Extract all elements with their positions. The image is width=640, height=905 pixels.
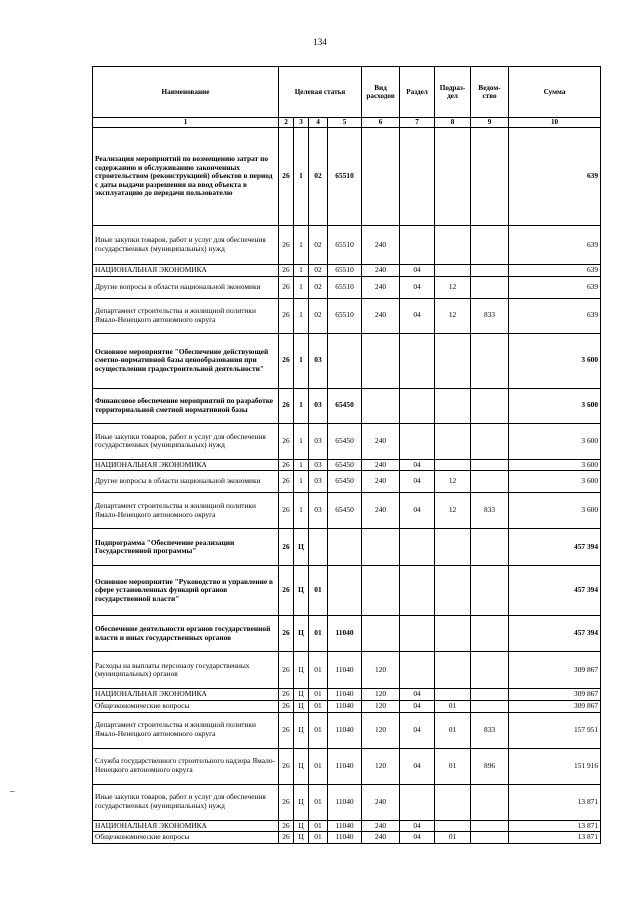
column-number-row bbox=[93, 118, 601, 128]
table-row bbox=[93, 748, 601, 784]
department-cell: 833 bbox=[471, 712, 509, 748]
target-code-program-cell: 26 bbox=[279, 820, 294, 832]
subsection-cell bbox=[435, 616, 471, 652]
target-code-direction-cell: 65510 bbox=[328, 298, 362, 333]
target-code-subprogram-cell: Ц bbox=[294, 689, 309, 701]
row-name-cell: Иные закупки товаров, работ и услуг для обеспечения государственных (муниципальных) нужд bbox=[93, 423, 279, 459]
expense-type-cell: 240 bbox=[362, 832, 400, 844]
target-code-subprogram-cell: 1 bbox=[294, 276, 309, 298]
target-code-program-cell: 26 bbox=[279, 423, 294, 459]
section-cell: 04 bbox=[400, 820, 435, 832]
expense-type-cell bbox=[362, 388, 400, 423]
subsection-cell bbox=[435, 226, 471, 265]
section-cell: 04 bbox=[400, 493, 435, 529]
department-cell bbox=[471, 566, 509, 616]
target-code-subprogram-cell: Ц bbox=[294, 832, 309, 844]
target-code-direction-cell: 65510 bbox=[328, 265, 362, 277]
target-code-program-cell: 26 bbox=[279, 128, 294, 226]
section-cell bbox=[400, 333, 435, 388]
column-number: 8 bbox=[435, 118, 471, 128]
target-code-direction-cell: 11040 bbox=[328, 700, 362, 712]
row-name-cell: Финансовое обеспечение мероприятий по разработке территориальной сметной нормативной базы bbox=[93, 388, 279, 423]
row-name-cell: Служба государственного строительного надзора Ямало-Ненецкого автономного округа bbox=[93, 748, 279, 784]
sum-cell: 13 871 bbox=[509, 820, 601, 832]
target-code-program-cell: 26 bbox=[279, 748, 294, 784]
subsection-cell bbox=[435, 820, 471, 832]
target-code-direction-cell: 11040 bbox=[328, 748, 362, 784]
target-code-program-cell: 26 bbox=[279, 616, 294, 652]
target-code-direction-cell: 11040 bbox=[328, 832, 362, 844]
table-row bbox=[93, 128, 601, 226]
header-expense-type: Вид расходов bbox=[362, 67, 400, 118]
target-code-subprogram-cell: 1 bbox=[294, 298, 309, 333]
sum-cell: 309 867 bbox=[509, 652, 601, 689]
row-name-cell: НАЦИОНАЛЬНАЯ ЭКОНОМИКА bbox=[93, 689, 279, 701]
table-row bbox=[93, 388, 601, 423]
column-number: 10 bbox=[509, 118, 601, 128]
column-number: 9 bbox=[471, 118, 509, 128]
column-number: 3 bbox=[294, 118, 309, 128]
sum-cell: 639 bbox=[509, 298, 601, 333]
expense-type-cell bbox=[362, 616, 400, 652]
expense-type-cell: 240 bbox=[362, 784, 400, 820]
section-cell: 04 bbox=[400, 748, 435, 784]
table-row bbox=[93, 529, 601, 566]
target-code-program-cell: 26 bbox=[279, 566, 294, 616]
page-number: 134 bbox=[313, 37, 327, 47]
department-cell bbox=[471, 832, 509, 844]
target-code-program-cell: 26 bbox=[279, 459, 294, 471]
target-code-event-cell: 01 bbox=[309, 820, 328, 832]
section-cell: 04 bbox=[400, 276, 435, 298]
sum-cell: 457 394 bbox=[509, 566, 601, 616]
target-code-direction-cell: 11040 bbox=[328, 712, 362, 748]
target-code-direction-cell: 65510 bbox=[328, 226, 362, 265]
target-code-program-cell: 26 bbox=[279, 276, 294, 298]
subsection-cell: 12 bbox=[435, 493, 471, 529]
sum-cell: 3 600 bbox=[509, 423, 601, 459]
target-code-subprogram-cell: Ц bbox=[294, 529, 309, 566]
sum-cell: 457 394 bbox=[509, 529, 601, 566]
target-code-direction-cell: 65450 bbox=[328, 493, 362, 529]
row-name-cell: Иные закупки товаров, работ и услуг для обеспечения государственных (муниципальных) нужд bbox=[93, 784, 279, 820]
target-code-event-cell: 03 bbox=[309, 459, 328, 471]
table-row bbox=[93, 298, 601, 333]
target-code-program-cell: 26 bbox=[279, 298, 294, 333]
department-cell bbox=[471, 333, 509, 388]
target-code-event-cell: 01 bbox=[309, 832, 328, 844]
expense-type-cell: 120 bbox=[362, 712, 400, 748]
department-cell: 833 bbox=[471, 493, 509, 529]
target-code-direction-cell: 65450 bbox=[328, 388, 362, 423]
expense-type-cell bbox=[362, 529, 400, 566]
column-number: 2 bbox=[279, 118, 294, 128]
target-code-direction-cell: 11040 bbox=[328, 616, 362, 652]
target-code-program-cell: 26 bbox=[279, 226, 294, 265]
target-code-event-cell: 02 bbox=[309, 276, 328, 298]
subsection-cell bbox=[435, 128, 471, 226]
row-name-cell: Другие вопросы в области национальной экономики bbox=[93, 276, 279, 298]
target-code-event-cell: 03 bbox=[309, 493, 328, 529]
table-row bbox=[93, 493, 601, 529]
department-cell bbox=[471, 784, 509, 820]
expense-type-cell: 240 bbox=[362, 265, 400, 277]
header-name: Наименование bbox=[93, 67, 279, 118]
target-code-subprogram-cell: Ц bbox=[294, 700, 309, 712]
table-row bbox=[93, 700, 601, 712]
column-number: 4 bbox=[309, 118, 328, 128]
target-code-program-cell: 26 bbox=[279, 712, 294, 748]
budget-table-body bbox=[93, 128, 601, 844]
sum-cell: 157 951 bbox=[509, 712, 601, 748]
row-name-cell: Основное мероприятие "Обеспечение действующей сметно-нормативной базы ценообразования при осуществлении градостроительной деятельности" bbox=[93, 333, 279, 388]
target-code-subprogram-cell: 1 bbox=[294, 333, 309, 388]
target-code-direction-cell: 11040 bbox=[328, 689, 362, 701]
sum-cell: 151 916 bbox=[509, 748, 601, 784]
target-code-program-cell: 26 bbox=[279, 700, 294, 712]
section-cell: 04 bbox=[400, 832, 435, 844]
row-name-cell: Департамент строительства и жилищной политики Ямало-Ненецкого автономного округа bbox=[93, 712, 279, 748]
target-code-program-cell: 26 bbox=[279, 388, 294, 423]
target-code-subprogram-cell: 1 bbox=[294, 265, 309, 277]
sum-cell: 639 bbox=[509, 128, 601, 226]
expense-type-cell: 120 bbox=[362, 748, 400, 784]
row-name-cell: Основное мероприятие "Руководство и управление в сфере установленных функций органов государственной власти" bbox=[93, 566, 279, 616]
section-cell bbox=[400, 566, 435, 616]
expense-type-cell: 240 bbox=[362, 493, 400, 529]
target-code-event-cell: 02 bbox=[309, 226, 328, 265]
row-name-cell: Другие вопросы в области национальной экономики bbox=[93, 471, 279, 493]
subsection-cell: 01 bbox=[435, 700, 471, 712]
department-cell bbox=[471, 276, 509, 298]
target-code-subprogram-cell: Ц bbox=[294, 566, 309, 616]
target-code-program-cell: 26 bbox=[279, 493, 294, 529]
subsection-cell bbox=[435, 333, 471, 388]
sum-cell: 457 394 bbox=[509, 616, 601, 652]
target-code-program-cell: 26 bbox=[279, 333, 294, 388]
table-row bbox=[93, 423, 601, 459]
expense-type-cell: 240 bbox=[362, 459, 400, 471]
subsection-cell: 12 bbox=[435, 298, 471, 333]
header-department: Ведом-ство bbox=[471, 67, 509, 118]
target-code-subprogram-cell: 1 bbox=[294, 226, 309, 265]
department-cell bbox=[471, 529, 509, 566]
row-name-cell: Расходы на выплаты персоналу государственных (муниципальных) органов bbox=[93, 652, 279, 689]
section-cell bbox=[400, 226, 435, 265]
target-code-event-cell: 03 bbox=[309, 471, 328, 493]
row-name-cell: Реализация мероприятий по возмещению затрат по содержанию и обслуживанию законченных строительством (реконструкцией) объектов в период с даты выдачи разрешения на ввод объекта в эксплуатацию до передачи пользователю bbox=[93, 128, 279, 226]
expense-type-cell: 240 bbox=[362, 423, 400, 459]
department-cell bbox=[471, 820, 509, 832]
target-code-subprogram-cell: Ц bbox=[294, 616, 309, 652]
row-name-cell: Подпрограмма "Обеспечение реализации Государственной программы" bbox=[93, 529, 279, 566]
target-code-subprogram-cell: 1 bbox=[294, 423, 309, 459]
target-code-event-cell: 01 bbox=[309, 748, 328, 784]
target-code-program-cell: 26 bbox=[279, 689, 294, 701]
section-cell: 04 bbox=[400, 712, 435, 748]
target-code-event-cell: 03 bbox=[309, 423, 328, 459]
target-code-program-cell: 26 bbox=[279, 832, 294, 844]
expense-type-cell bbox=[362, 566, 400, 616]
column-number: 1 bbox=[93, 118, 279, 128]
department-cell bbox=[471, 616, 509, 652]
column-number: 7 bbox=[400, 118, 435, 128]
target-code-subprogram-cell: 1 bbox=[294, 471, 309, 493]
target-code-subprogram-cell: 1 bbox=[294, 459, 309, 471]
sum-cell: 309 867 bbox=[509, 700, 601, 712]
target-code-subprogram-cell: 1 bbox=[294, 493, 309, 529]
target-code-subprogram-cell: 1 bbox=[294, 128, 309, 226]
sum-cell: 3 600 bbox=[509, 459, 601, 471]
table-row bbox=[93, 333, 601, 388]
column-number: 5 bbox=[328, 118, 362, 128]
table-row bbox=[93, 652, 601, 689]
expense-type-cell bbox=[362, 128, 400, 226]
target-code-event-cell: 01 bbox=[309, 712, 328, 748]
row-name-cell: НАЦИОНАЛЬНАЯ ЭКОНОМИКА bbox=[93, 459, 279, 471]
target-code-program-cell: 26 bbox=[279, 529, 294, 566]
target-code-event-cell: 01 bbox=[309, 689, 328, 701]
department-cell bbox=[471, 700, 509, 712]
target-code-program-cell: 26 bbox=[279, 265, 294, 277]
section-cell bbox=[400, 784, 435, 820]
target-code-direction-cell: 65450 bbox=[328, 471, 362, 493]
sum-cell: 639 bbox=[509, 276, 601, 298]
target-code-event-cell: 01 bbox=[309, 784, 328, 820]
section-cell bbox=[400, 388, 435, 423]
target-code-event-cell: 03 bbox=[309, 388, 328, 423]
subsection-cell bbox=[435, 652, 471, 689]
row-name-cell: Общеэкономические вопросы bbox=[93, 700, 279, 712]
section-cell bbox=[400, 616, 435, 652]
department-cell bbox=[471, 226, 509, 265]
target-code-event-cell: 01 bbox=[309, 616, 328, 652]
sum-cell: 3 600 bbox=[509, 493, 601, 529]
subsection-cell: 12 bbox=[435, 276, 471, 298]
expense-type-cell: 120 bbox=[362, 652, 400, 689]
header-target-article: Целевая статья bbox=[279, 67, 362, 118]
expense-type-cell: 240 bbox=[362, 820, 400, 832]
target-code-event-cell: 01 bbox=[309, 652, 328, 689]
margin-mark: – bbox=[10, 786, 15, 796]
budget-table bbox=[92, 66, 601, 844]
department-cell bbox=[471, 471, 509, 493]
target-code-direction-cell: 11040 bbox=[328, 820, 362, 832]
sum-cell: 3 600 bbox=[509, 388, 601, 423]
table-row bbox=[93, 471, 601, 493]
section-cell: 04 bbox=[400, 700, 435, 712]
subsection-cell: 01 bbox=[435, 832, 471, 844]
subsection-cell bbox=[435, 566, 471, 616]
department-cell bbox=[471, 265, 509, 277]
expense-type-cell: 240 bbox=[362, 298, 400, 333]
expense-type-cell: 240 bbox=[362, 276, 400, 298]
target-code-event-cell bbox=[309, 529, 328, 566]
column-number: 6 bbox=[362, 118, 400, 128]
target-code-direction-cell: 65510 bbox=[328, 128, 362, 226]
department-cell bbox=[471, 388, 509, 423]
row-name-cell: НАЦИОНАЛЬНАЯ ЭКОНОМИКА bbox=[93, 265, 279, 277]
department-cell bbox=[471, 652, 509, 689]
subsection-cell: 01 bbox=[435, 712, 471, 748]
target-code-program-cell: 26 bbox=[279, 784, 294, 820]
sum-cell: 639 bbox=[509, 265, 601, 277]
expense-type-cell bbox=[362, 333, 400, 388]
table-row bbox=[93, 712, 601, 748]
expense-type-cell: 120 bbox=[362, 700, 400, 712]
table-row bbox=[93, 784, 601, 820]
target-code-program-cell: 26 bbox=[279, 652, 294, 689]
target-code-direction-cell: 11040 bbox=[328, 652, 362, 689]
table-row bbox=[93, 832, 601, 844]
header-subsection: Подраз-дел bbox=[435, 67, 471, 118]
expense-type-cell: 120 bbox=[362, 689, 400, 701]
target-code-event-cell: 02 bbox=[309, 265, 328, 277]
sum-cell: 309 867 bbox=[509, 689, 601, 701]
expense-type-cell: 240 bbox=[362, 226, 400, 265]
target-code-direction-cell bbox=[328, 529, 362, 566]
department-cell bbox=[471, 423, 509, 459]
target-code-event-cell: 02 bbox=[309, 128, 328, 226]
target-code-direction-cell: 65510 bbox=[328, 276, 362, 298]
subsection-cell bbox=[435, 265, 471, 277]
target-code-subprogram-cell: Ц bbox=[294, 748, 309, 784]
row-name-cell: Обеспечение деятельности органов государственной власти и иных государственных органов bbox=[93, 616, 279, 652]
row-name-cell: Общеэкономические вопросы bbox=[93, 832, 279, 844]
sum-cell: 13 871 bbox=[509, 784, 601, 820]
target-code-subprogram-cell: Ц bbox=[294, 820, 309, 832]
subsection-cell bbox=[435, 388, 471, 423]
section-cell bbox=[400, 423, 435, 459]
row-name-cell: Департамент строительства и жилищной политики Ямало-Ненецкого автономного округа bbox=[93, 493, 279, 529]
department-cell bbox=[471, 459, 509, 471]
target-code-subprogram-cell: Ц bbox=[294, 712, 309, 748]
subsection-cell: 01 bbox=[435, 748, 471, 784]
department-cell bbox=[471, 128, 509, 226]
target-code-event-cell: 01 bbox=[309, 566, 328, 616]
sum-cell: 3 600 bbox=[509, 333, 601, 388]
table-row bbox=[93, 459, 601, 471]
row-name-cell: Иные закупки товаров, работ и услуг для обеспечения государственных (муниципальных) нужд bbox=[93, 226, 279, 265]
header-sum: Сумма bbox=[509, 67, 601, 118]
table-row bbox=[93, 566, 601, 616]
section-cell bbox=[400, 652, 435, 689]
section-cell bbox=[400, 128, 435, 226]
header-section: Раздел bbox=[400, 67, 435, 118]
target-code-direction-cell: 11040 bbox=[328, 784, 362, 820]
subsection-cell bbox=[435, 784, 471, 820]
section-cell: 04 bbox=[400, 298, 435, 333]
target-code-direction-cell: 65450 bbox=[328, 459, 362, 471]
target-code-program-cell: 26 bbox=[279, 471, 294, 493]
sum-cell: 13 871 bbox=[509, 832, 601, 844]
table-row bbox=[93, 616, 601, 652]
target-code-direction-cell bbox=[328, 333, 362, 388]
table-row bbox=[93, 820, 601, 832]
department-cell: 833 bbox=[471, 298, 509, 333]
table-row bbox=[93, 226, 601, 265]
section-cell: 04 bbox=[400, 459, 435, 471]
target-code-event-cell: 01 bbox=[309, 700, 328, 712]
section-cell bbox=[400, 529, 435, 566]
row-name-cell: Департамент строительства и жилищной политики Ямало-Ненецкого автономного округа bbox=[93, 298, 279, 333]
target-code-subprogram-cell: Ц bbox=[294, 784, 309, 820]
header-row bbox=[93, 67, 601, 118]
subsection-cell: 12 bbox=[435, 471, 471, 493]
expense-type-cell: 240 bbox=[362, 471, 400, 493]
target-code-subprogram-cell: Ц bbox=[294, 652, 309, 689]
department-cell bbox=[471, 689, 509, 701]
sum-cell: 639 bbox=[509, 226, 601, 265]
section-cell: 04 bbox=[400, 689, 435, 701]
section-cell: 04 bbox=[400, 471, 435, 493]
sum-cell: 3 600 bbox=[509, 471, 601, 493]
subsection-cell bbox=[435, 423, 471, 459]
table-row bbox=[93, 265, 601, 277]
target-code-direction-cell: 65450 bbox=[328, 423, 362, 459]
table-row bbox=[93, 276, 601, 298]
target-code-subprogram-cell: 1 bbox=[294, 388, 309, 423]
subsection-cell bbox=[435, 529, 471, 566]
subsection-cell bbox=[435, 689, 471, 701]
target-code-event-cell: 03 bbox=[309, 333, 328, 388]
table-row bbox=[93, 689, 601, 701]
section-cell: 04 bbox=[400, 265, 435, 277]
subsection-cell bbox=[435, 459, 471, 471]
target-code-direction-cell bbox=[328, 566, 362, 616]
department-cell: 896 bbox=[471, 748, 509, 784]
row-name-cell: НАЦИОНАЛЬНАЯ ЭКОНОМИКА bbox=[93, 820, 279, 832]
target-code-event-cell: 02 bbox=[309, 298, 328, 333]
